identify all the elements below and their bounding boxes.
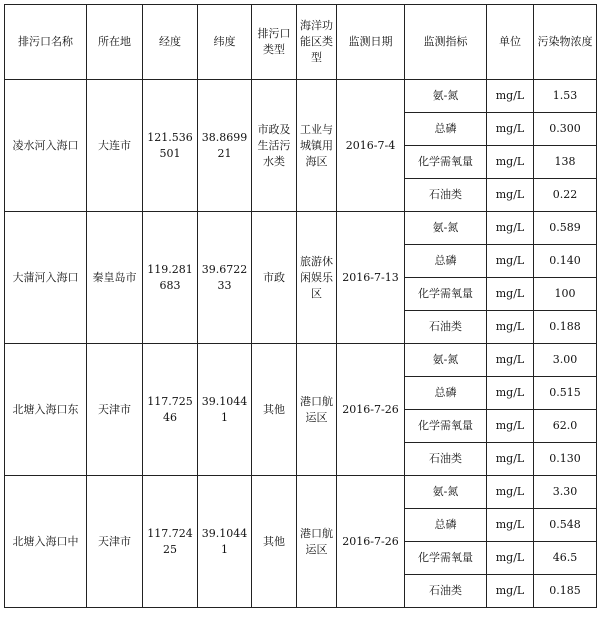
indicator: 化学需氧量 — [405, 542, 487, 575]
concentration: 46.5 — [534, 542, 597, 575]
monitor-date: 2016-7-4 — [337, 80, 405, 212]
outlet-longitude: 117.72425 — [143, 476, 198, 608]
outlet-longitude: 117.72546 — [143, 344, 198, 476]
concentration: 0.140 — [534, 245, 597, 278]
unit: mg/L — [487, 542, 534, 575]
unit: mg/L — [487, 80, 534, 113]
header-location: 所在地 — [87, 5, 143, 80]
concentration: 0.300 — [534, 113, 597, 146]
indicator: 总磷 — [405, 245, 487, 278]
unit: mg/L — [487, 410, 534, 443]
outlet-longitude: 121.536501 — [143, 80, 198, 212]
concentration: 3.00 — [534, 344, 597, 377]
concentration: 0.130 — [534, 443, 597, 476]
header-longitude: 经度 — [143, 5, 198, 80]
indicator: 总磷 — [405, 509, 487, 542]
unit: mg/L — [487, 377, 534, 410]
concentration: 1.53 — [534, 80, 597, 113]
monitoring-table — [4, 4, 597, 608]
concentration: 0.548 — [534, 509, 597, 542]
indicator: 石油类 — [405, 575, 487, 608]
concentration: 0.22 — [534, 179, 597, 212]
unit: mg/L — [487, 509, 534, 542]
concentration: 62.0 — [534, 410, 597, 443]
unit: mg/L — [487, 212, 534, 245]
header-indicator: 监测指标 — [405, 5, 487, 80]
outlet-latitude: 39.672233 — [198, 212, 252, 344]
indicator: 石油类 — [405, 443, 487, 476]
table-row — [5, 344, 597, 377]
header-row — [5, 5, 597, 80]
outlet-latitude: 39.10441 — [198, 476, 252, 608]
zone-type: 港口航运区 — [297, 344, 337, 476]
header-concentration: 污染物浓度 — [534, 5, 597, 80]
concentration: 100 — [534, 278, 597, 311]
outlet-location: 秦皇岛市 — [87, 212, 143, 344]
zone-type: 工业与城镇用海区 — [297, 80, 337, 212]
outlet-type: 其他 — [252, 344, 297, 476]
outlet-name: 大蒲河入海口 — [5, 212, 87, 344]
header-latitude: 纬度 — [198, 5, 252, 80]
indicator: 氨-氮 — [405, 344, 487, 377]
outlet-name: 北塘入海口中 — [5, 476, 87, 608]
outlet-location: 天津市 — [87, 344, 143, 476]
outlet-name: 凌水河入海口 — [5, 80, 87, 212]
indicator: 石油类 — [405, 179, 487, 212]
monitor-date: 2016-7-13 — [337, 212, 405, 344]
outlet-location: 大连市 — [87, 80, 143, 212]
header-name: 排污口名称 — [5, 5, 87, 80]
header-unit: 单位 — [487, 5, 534, 80]
outlet-type: 市政 — [252, 212, 297, 344]
header-outlet-type: 排污口类型 — [252, 5, 297, 80]
outlet-location: 天津市 — [87, 476, 143, 608]
indicator: 总磷 — [405, 377, 487, 410]
outlet-latitude: 39.10441 — [198, 344, 252, 476]
unit: mg/L — [487, 575, 534, 608]
indicator: 化学需氧量 — [405, 410, 487, 443]
unit: mg/L — [487, 476, 534, 509]
unit: mg/L — [487, 344, 534, 377]
unit: mg/L — [487, 245, 534, 278]
concentration: 0.185 — [534, 575, 597, 608]
indicator: 石油类 — [405, 311, 487, 344]
indicator: 氨-氮 — [405, 476, 487, 509]
concentration: 0.188 — [534, 311, 597, 344]
monitor-date: 2016-7-26 — [337, 476, 405, 608]
unit: mg/L — [487, 278, 534, 311]
concentration: 0.589 — [534, 212, 597, 245]
indicator: 总磷 — [405, 113, 487, 146]
table-row — [5, 476, 597, 509]
zone-type: 港口航运区 — [297, 476, 337, 608]
monitor-date: 2016-7-26 — [337, 344, 405, 476]
outlet-latitude: 38.869921 — [198, 80, 252, 212]
outlet-type: 其他 — [252, 476, 297, 608]
header-date: 监测日期 — [337, 5, 405, 80]
unit: mg/L — [487, 179, 534, 212]
unit: mg/L — [487, 146, 534, 179]
outlet-type: 市政及生活污水类 — [252, 80, 297, 212]
indicator: 化学需氧量 — [405, 278, 487, 311]
unit: mg/L — [487, 443, 534, 476]
outlet-longitude: 119.281683 — [143, 212, 198, 344]
indicator: 化学需氧量 — [405, 146, 487, 179]
concentration: 3.30 — [534, 476, 597, 509]
zone-type: 旅游休闲娱乐区 — [297, 212, 337, 344]
indicator: 氨-氮 — [405, 80, 487, 113]
concentration: 0.515 — [534, 377, 597, 410]
unit: mg/L — [487, 113, 534, 146]
table-row — [5, 80, 597, 113]
unit: mg/L — [487, 311, 534, 344]
concentration: 138 — [534, 146, 597, 179]
indicator: 氨-氮 — [405, 212, 487, 245]
outlet-name: 北塘入海口东 — [5, 344, 87, 476]
table-row — [5, 212, 597, 245]
header-zone-type: 海洋功能区类型 — [297, 5, 337, 80]
